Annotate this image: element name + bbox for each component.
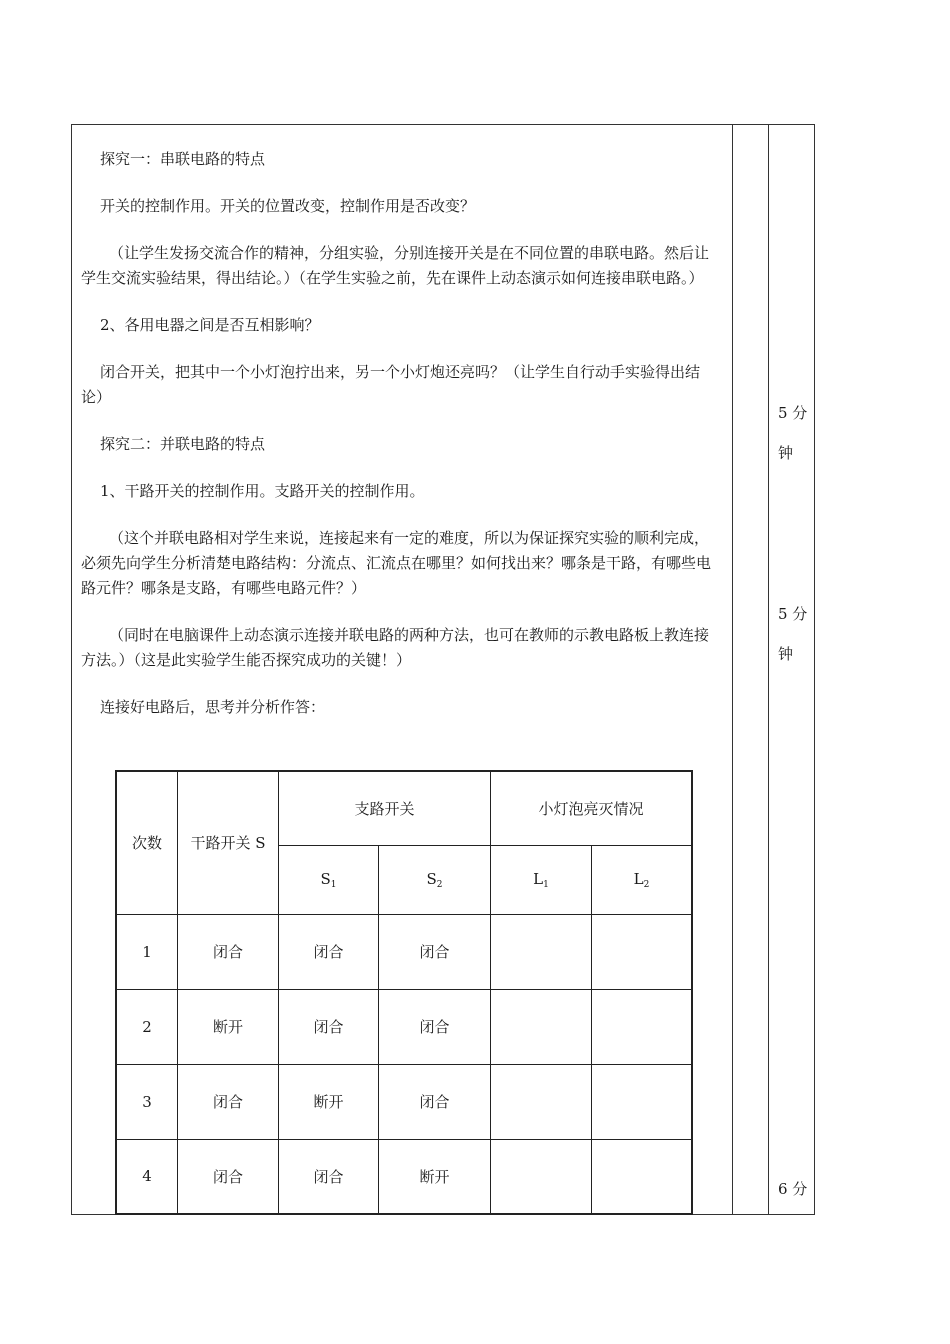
paragraph: 开关的控制作用。开关的位置改变，控制作用是否改变？ (100, 197, 476, 215)
time-note (778, 1169, 807, 1209)
paragraph: 2、各用电器之间是否互相影响？ (100, 316, 320, 334)
lesson-frame (71, 124, 815, 1215)
paragraph: 连接好电路后，思考并分析作答： (100, 698, 326, 716)
cell-l1 (491, 1064, 592, 1139)
time-amount: 6 分 (778, 1180, 808, 1198)
cell-main-switch: 闭合 (178, 1064, 279, 1139)
table-row (116, 914, 692, 989)
cell-l2 (592, 1139, 693, 1214)
header-l2: $L_2$ (592, 845, 693, 914)
table-row (116, 989, 692, 1064)
cell-count: 2 (116, 989, 178, 1064)
paragraph: 探究一：串联电路的特点 (100, 150, 266, 168)
cell-l2 (592, 989, 693, 1064)
cell-s1: 断开 (279, 1064, 379, 1139)
cell-s2: 断开 (379, 1139, 491, 1214)
paragraph: （让学生发扬交流合作的精神，分组实验，分别连接开关是在不同位置的串联电路。然后让学生交流实验结果，得出结论。）（在学生实验之前，先在课件上动态演示如何连接串联电路。） (81, 244, 710, 287)
cell-s1: 闭合 (279, 914, 379, 989)
cell-s2: 闭合 (379, 989, 491, 1064)
results-table (115, 770, 693, 1215)
table-row (116, 1139, 692, 1214)
header-bulb-state: 小灯泡亮灭情况 (491, 771, 693, 845)
header-count: 次数 (116, 771, 178, 914)
paragraph: 闭合开关，把其中一个小灯泡拧出来，另一个小灯炮还亮吗？（让学生自行动手实验得出结论） (81, 363, 701, 406)
cell-s1: 闭合 (279, 989, 379, 1064)
header-s1: $S_1$ (279, 845, 379, 914)
cell-l2 (592, 914, 693, 989)
time-unit: 钟 (778, 645, 794, 663)
column-divider (732, 125, 733, 1214)
cell-main-switch: 断开 (178, 989, 279, 1064)
cell-l1 (491, 914, 592, 989)
cell-s2: 闭合 (379, 1064, 491, 1139)
header-branch-switch: 支路开关 (279, 771, 491, 845)
cell-l1 (491, 989, 592, 1064)
header-main-switch: 干路开关 S (178, 771, 279, 914)
cell-l2 (592, 1064, 693, 1139)
header-s2: $S_2$ (379, 845, 491, 914)
cell-count: 1 (116, 914, 178, 989)
cell-l1 (491, 1139, 592, 1214)
paragraph: （同时在电脑课件上动态演示连接并联电路的两种方法，也可在教师的示教电路板上教连接方法。）（这是此实验学生能否探究成功的关键！） (81, 626, 710, 669)
cell-count: 4 (116, 1139, 178, 1214)
time-amount: 5 分 (778, 404, 808, 422)
header-l1: $L_1$ (491, 845, 592, 914)
paragraph: 探究二：并联电路的特点 (100, 435, 266, 453)
time-note (778, 393, 807, 473)
paragraph: （这个并联电路相对学生来说，连接起来有一定的难度，所以为保证探究实验的顺利完成，必须先向学生分析清楚电路结构：分流点、汇流点在哪里？如何找出来？哪条是干路，有哪些电路元件？哪条是支路，有哪些电路元件？） (81, 529, 712, 597)
cell-s1: 闭合 (279, 1139, 379, 1214)
cell-count: 3 (116, 1064, 178, 1139)
table-row (116, 1064, 692, 1139)
time-note (778, 594, 807, 674)
cell-s2: 闭合 (379, 914, 491, 989)
column-divider (768, 125, 769, 1214)
paragraph: 1、干路开关的控制作用。支路开关的控制作用。 (100, 482, 425, 500)
lesson-content (81, 147, 721, 742)
time-unit: 钟 (778, 444, 794, 462)
cell-main-switch: 闭合 (178, 1139, 279, 1214)
time-amount: 5 分 (778, 605, 808, 623)
cell-main-switch: 闭合 (178, 914, 279, 989)
